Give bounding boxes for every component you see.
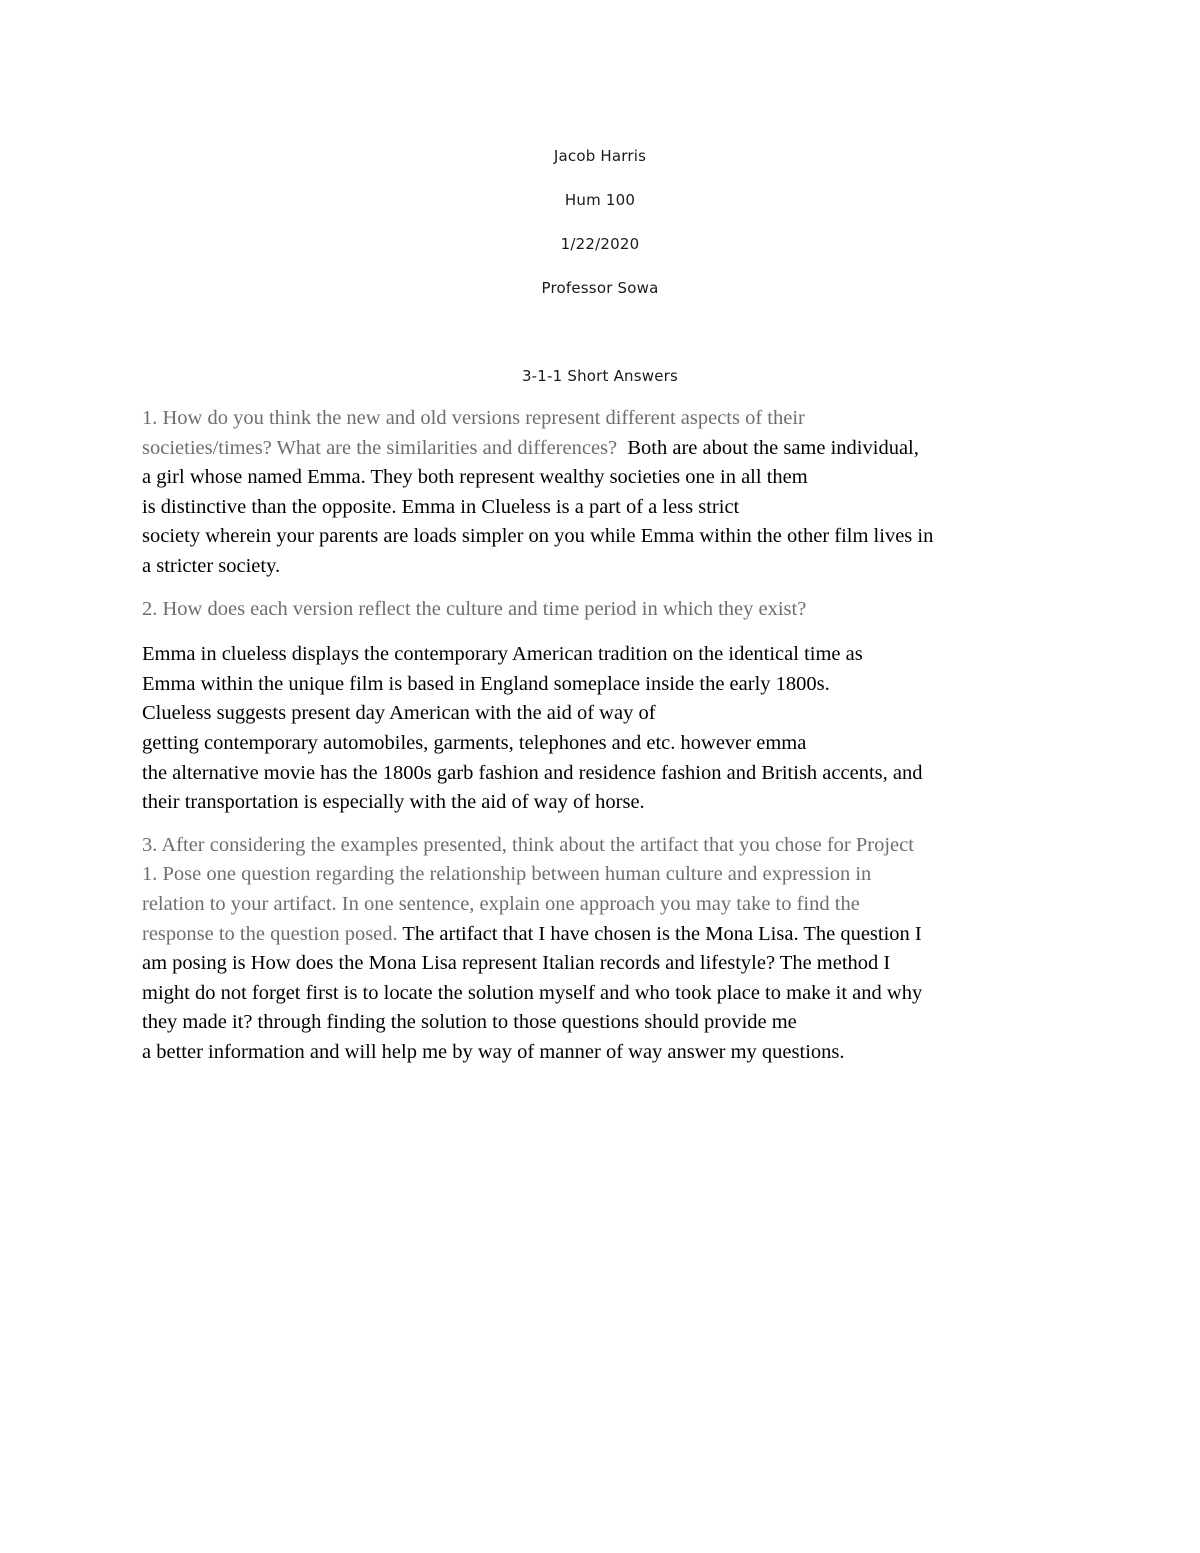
answer-text: The artifact that I have chosen is the Mona Lisa. The question I — [397, 922, 922, 945]
answer-3-line — [142, 979, 1072, 1009]
answer-1-line — [142, 493, 1072, 523]
question-2-text: 2. How does each version reflect the culture and time period in which they exist? — [142, 597, 807, 620]
answer-2-line: getting contemporary automobiles, garments, telephones and etc. however emma — [142, 731, 807, 754]
answer-2 — [142, 595, 1072, 818]
answer-text: is distinctive than the opposite. Emma in Clueless is a part of a less strict — [142, 495, 740, 518]
answer-1-line — [142, 463, 1072, 493]
answer-3-line — [142, 831, 1072, 861]
answer-2-line: the alternative movie has the 1800s garb fashion and residence fashion and British accents, and — [142, 761, 923, 784]
answer-2-line: Emma in clueless displays the contemporary American tradition on the identical time as — [142, 643, 863, 666]
answer-1 — [142, 404, 1072, 582]
answer-text: might do not forget first is to locate the solution myself and who took place to make it and why — [142, 981, 923, 1004]
answer-3-line — [142, 860, 1072, 890]
author-name: Jacob Harris — [553, 147, 647, 165]
course-name: Hum 100 — [564, 191, 636, 209]
question-text: societies/times? What are the similarities and differences? — [142, 436, 618, 459]
paragraph-spacer — [142, 818, 1072, 831]
answer-3 — [142, 831, 1072, 1068]
question-text: 1. Pose one question regarding the relationship between human culture and expression in — [142, 863, 872, 886]
answer-text: am posing is How does the Mona Lisa represent Italian records and lifestyle? The method I — [142, 952, 891, 975]
question-text: 3. After considering the examples presented, think about the artifact that you chose for Project — [142, 833, 914, 856]
answer-1-line — [142, 552, 1072, 582]
answer-2-line: Clueless suggests present day American with the aid of way of — [142, 702, 656, 725]
document-title: 3-1-1 Short Answers — [521, 367, 679, 385]
answer-1-line — [142, 522, 1072, 552]
answer-1-line — [142, 404, 1072, 434]
answer-3-line — [142, 949, 1072, 979]
answers-body — [142, 404, 1072, 1067]
answer-text: a girl whose named Emma. They both represent wealthy societies one in all them — [142, 466, 808, 489]
answer-text: society wherein your parents are loads simpler on you while Emma within the other film lives in — [142, 525, 934, 548]
answer-2-line: Emma within the unique film is based in England someplace inside the early 1800s. — [142, 672, 830, 695]
answer-text: Both are about the same individual, — [617, 436, 919, 459]
question-text: relation to your artifact. In one sentence, explain one approach you may take to find the — [142, 892, 860, 915]
paragraph-spacer — [142, 582, 1072, 595]
answer-3-line — [142, 1008, 1072, 1038]
answer-3-line — [142, 1038, 1072, 1068]
professor-name: Professor Sowa — [541, 279, 659, 297]
answer-text: a better information and will help me by way of manner of way answer my questions. — [142, 1040, 845, 1063]
answer-text: they made it? through finding the solution to those questions should provide me — [142, 1011, 797, 1034]
answer-3-line — [142, 920, 1072, 950]
question-text: response to the question posed. — [142, 922, 398, 945]
paragraph-spacer — [142, 624, 1072, 640]
answer-3-line — [142, 890, 1072, 920]
date: 1/22/2020 — [560, 235, 640, 253]
question-text: 1. How do you think the new and old versions represent different aspects of their — [142, 407, 805, 429]
answer-1-line — [142, 434, 1072, 464]
answer-text: a stricter society. — [142, 554, 281, 577]
answer-2-line: their transportation is especially with the aid of way of horse. — [142, 791, 645, 814]
